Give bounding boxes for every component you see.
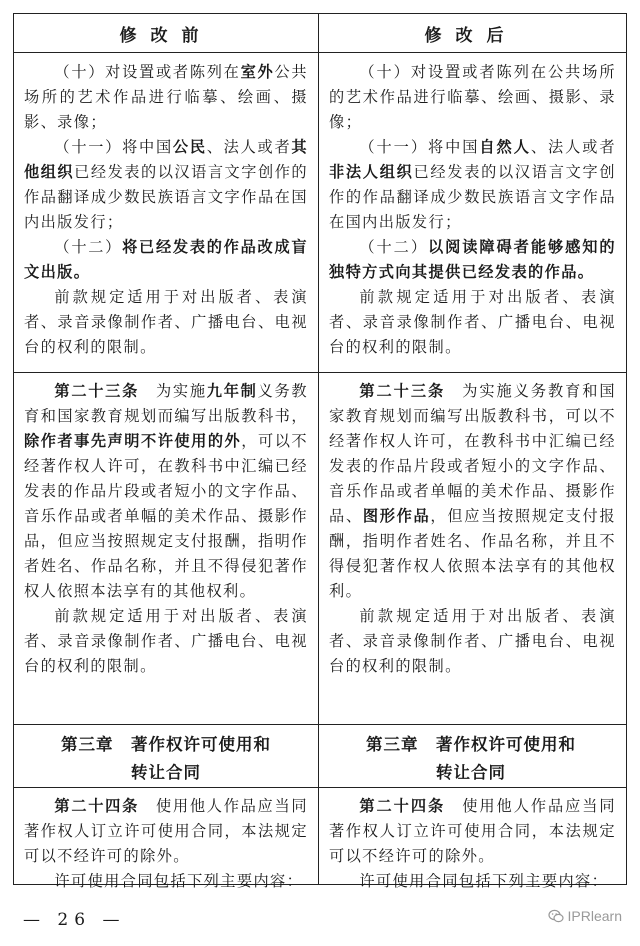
paragraph: 第二十三条 为实施义务教育和国家教育规划而编写出版教科书，可以不经著作权人许可，在教科书中汇编已经发表的作品片段或者短小的文字作品、音乐作品或者单幅的美术作品、摄影作品、图形作品，但应当按照规定支付报酬，指明作者姓名、作品名称，并且不得侵犯著作权人依照本法享有的其他权利。 <box>329 382 617 600</box>
paragraph: （十）对设置或者陈列在公共场所的艺术作品进行临摹、绘画、摄影、录像； <box>329 63 616 131</box>
chapter-title-line: 转让合同 <box>436 763 506 782</box>
row-divider <box>14 372 626 373</box>
paragraph: 许可使用合同包括下列主要内容： <box>54 872 304 890</box>
paragraph: （十一）将中国公民、法人或者其他组织已经发表的以汉语言文字创作的作品翻译成少数民族语言文字作品在国内出版发行； <box>24 138 308 231</box>
paragraph: 许可使用合同包括下列主要内容： <box>359 872 609 890</box>
chapter-title-line: 转让合同 <box>131 763 201 782</box>
paragraph: 第二十四条 使用他人作品应当同著作权人订立许可使用合同，本法规定可以不经许可的除外。 <box>24 797 309 865</box>
paragraph: （十二）以阅读障碍者能够感知的独特方式向其提供已经发表的作品。 <box>329 238 616 281</box>
row1-right-cell <box>319 60 626 360</box>
paragraph: （十）对设置或者陈列在室外公共场所的艺术作品进行临摹、绘画、摄影、录像； <box>24 63 308 131</box>
comparison-table <box>13 13 627 890</box>
row3-right-cell <box>319 794 626 894</box>
row-divider <box>14 724 626 725</box>
paragraph: 前款规定适用于对出版者、表演者、录音录像制作者、广播电台、电视台的权利的限制。 <box>329 288 616 356</box>
paragraph: （十二）将已经发表的作品改成盲文出版。 <box>24 238 308 281</box>
watermark <box>548 908 622 924</box>
paragraph: 第二十四条 使用他人作品应当同著作权人订立许可使用合同，本法规定可以不经许可的除外。 <box>329 797 617 865</box>
paragraph: （十一）将中国自然人、法人或者非法人组织已经发表的以汉语言文字创作的作品翻译成少数民族语言文字作品在国内出版发行； <box>329 138 617 231</box>
paragraph: 前款规定适用于对出版者、表演者、录音录像制作者、广播电台、电视台的权利的限制。 <box>24 288 308 356</box>
row2-left-cell <box>14 379 318 679</box>
chapter-heading-left <box>14 731 318 787</box>
chapter-heading-right <box>319 731 623 787</box>
row-divider <box>14 52 626 53</box>
paragraph: 前款规定适用于对出版者、表演者、录音录像制作者、广播电台、电视台的权利的限制。 <box>329 607 616 675</box>
chapter-title-line: 第三章 著作权许可使用和 <box>61 735 271 754</box>
row2-right-cell <box>319 379 626 679</box>
watermark-text: IPRlearn <box>567 908 622 924</box>
wechat-icon <box>548 908 564 924</box>
chapter-title-line: 第三章 著作权许可使用和 <box>366 735 576 754</box>
header-after: 修改后 <box>424 25 518 46</box>
row-divider <box>14 787 626 788</box>
paragraph: 第二十三条 为实施九年制义务教育和国家教育规划而编写出版教科书，除作者事先声明不许使用的外，可以不经著作权人许可，在教科书中汇编已经发表的作品片段或者短小的文字作品、音乐作品或者单幅的美术作品、摄影作品，但应当按照规定支付报酬，指明作者姓名、作品名称，并且不得侵犯著作权人依照本法享有的其他权利。 <box>24 382 309 600</box>
row3-left-cell <box>14 794 318 894</box>
header-before: 修改前 <box>119 25 213 46</box>
paragraph: 前款规定适用于对出版者、表演者、录音录像制作者、广播电台、电视台的权利的限制。 <box>24 607 308 675</box>
row1-left-cell <box>14 60 318 360</box>
page-number: — 26 — <box>23 910 126 930</box>
